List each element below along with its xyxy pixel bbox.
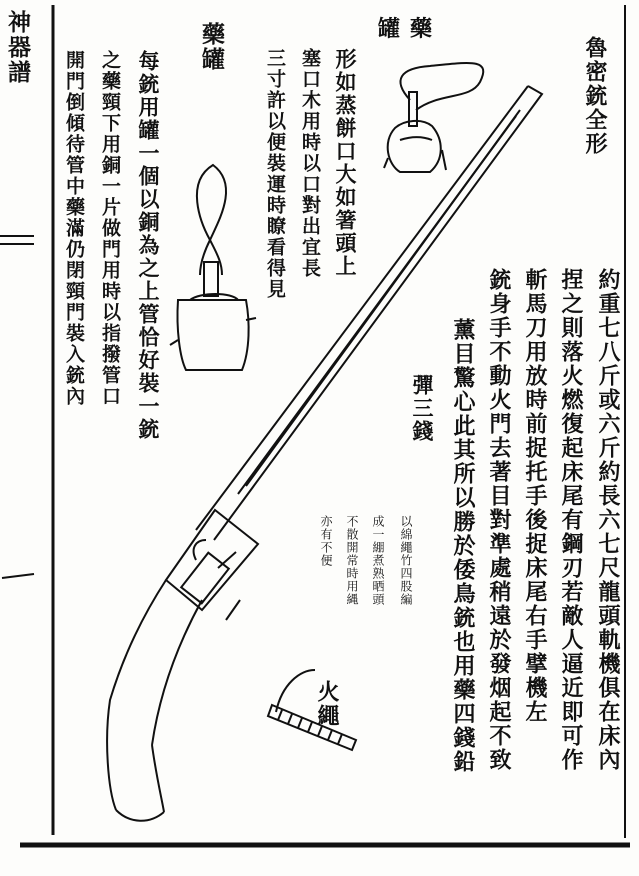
gun-desc-col-2: 捏之則落火燃復起床尾有鋼刃若敵人逼近即可作: [558, 268, 584, 772]
big-pot-desc-col-3: 三寸許以便裝運時瞭看得見: [264, 48, 286, 300]
fuse-desc-col-4: 亦有不便: [319, 515, 333, 567]
fuse-desc-col-2: 成一綳煮熟晒頭: [371, 515, 385, 606]
fuse-cord-drawing: [268, 670, 356, 750]
small-pot-desc-col-1: 每銃用罐一個以銅為之上管恰好裝一銃: [136, 50, 161, 441]
gun-bullet-weight: 彈三錢: [410, 374, 435, 443]
gun-desc-col-4: 銃身手不動火門去著目對準處稍遠於發烟起不致: [486, 268, 512, 772]
small-powder-pot-drawing: [170, 165, 256, 370]
margin-mark: [2, 574, 34, 578]
spine-title: 神器譜: [4, 10, 31, 85]
header-title: 藥罐: [378, 16, 443, 42]
gun-desc-col-1: 約重七八斤或六斤約長六七尺龍頭軌機俱在床內: [595, 268, 621, 772]
big-powder-pot-drawing: [384, 63, 483, 172]
fuse-desc-col-3: 不散開常時用縄: [345, 515, 359, 606]
big-pot-desc-col-2: 塞口木用時以口對出宜長: [299, 48, 321, 279]
small-pot-title: 藥罐: [198, 22, 225, 72]
small-pot-desc-col-3: 開門倒傾待管中藥滿仍閉頸門裝入銃內: [63, 50, 85, 407]
fuse-label: 火繩: [314, 680, 340, 728]
gun-desc-col-3: 斬馬刀用放時前捉托手後捉床尾右手擘機左: [522, 268, 548, 724]
big-pot-desc-col-1: 形如蒸餅口大如箸頭上: [333, 48, 358, 278]
gun-desc-col-5: 薰目驚心此其所以勝於倭鳥銃也用藥四錢鉛: [450, 318, 476, 774]
fuse-desc-col-1: 以綿繩竹四股編: [399, 515, 413, 606]
gun-title: 魯密銃全形: [582, 36, 608, 156]
small-pot-desc-col-2: 之藥頸下用銅一片做門用時以指撥管口: [99, 50, 121, 407]
